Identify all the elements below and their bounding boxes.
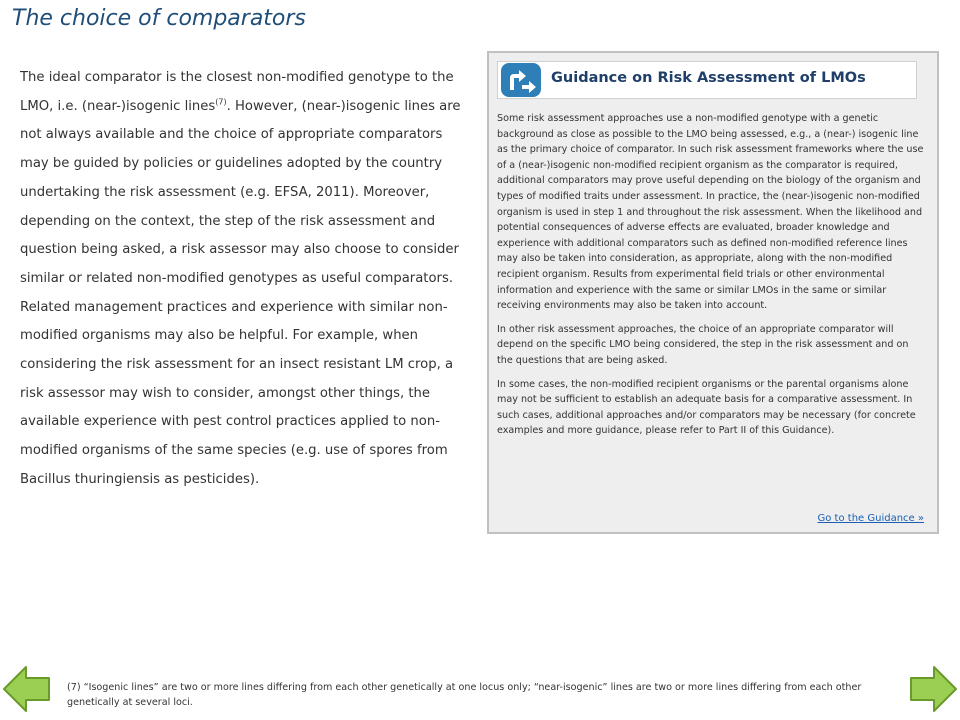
next-page-button[interactable] bbox=[908, 664, 958, 714]
page-title: The choice of comparators bbox=[12, 6, 306, 31]
arrow-left-icon bbox=[2, 664, 52, 714]
guidance-paragraph: Some risk assessment approaches use a non-modified genotype with a genetic background as close as possible to the LMO being assessed, e.g., a (near-) isogenic line as the primary choice of comparator. In such risk assessment frameworks where the use of a (near-)isogenic non-modified recipient organism as the comparator is required, additional comparators may prove useful depending on the biology of the organism and types of modified traits under assessment. In practice, the (near-)isogenic non-modified organism is used in step 1 and throughout the risk assessment. When the likelihood and potential consequences of adverse effects are evaluated, broader knowledge and experience with additional comparators such as defined non-modified reference lines may also be taken into consideration, as appropriate, along with the non-modified recipient organism. Results from experimental field trials or other environmental information and experience with the same or similar LMOs in the same or similar receiving environments may also be taken into account. bbox=[497, 113, 924, 312]
guidance-panel bbox=[487, 51, 939, 534]
guidance-body bbox=[497, 111, 927, 447]
signpost-arrows-icon bbox=[501, 63, 541, 97]
main-body-text bbox=[20, 64, 466, 495]
arrow-right-icon bbox=[908, 664, 958, 714]
go-to-guidance-link[interactable]: Go to the Guidance » bbox=[817, 513, 924, 524]
guidance-paragraph: In some cases, the non-modified recipient organisms or the parental organisms alone may not be sufficient to establish an adequate basis for a comparative assessment. In such cases, additional approaches and/or comparators may be necessary (for concrete examples and more guidance, please refer to Part II of this Guidance). bbox=[497, 378, 916, 437]
guidance-header bbox=[497, 61, 917, 99]
guidance-title: Guidance on Risk Assessment of LMOs bbox=[551, 70, 866, 86]
main-text-part-1: The ideal comparator is the closest non-modified genotype to the LMO, i.e. (near-)isogenic lines bbox=[20, 70, 454, 114]
previous-page-button[interactable] bbox=[2, 664, 52, 714]
guidance-paragraph: In other risk assessment approaches, the choice of an appropriate comparator will depend on the specific LMO being considered, the step in the risk assessment and on the questions that are being asked. bbox=[497, 323, 909, 366]
footnote: (7) “Isogenic lines” are two or more lines differing from each other genetically at one locus only; “near-isogenic” lines are two or more lines differing from each other genetically at several loci. bbox=[67, 682, 862, 708]
main-text-part-2: . However, (near-)isogenic lines are not always available and the choice of appropriate comparators may be guided by policies or guidelines adopted by the country undertaking the risk assessment (e.g. EFSA, 2011). Moreover, depending on the context, the step of the risk assessment and question being asked, a risk assessor may also choose to consider similar or related non-modified genotypes as useful comparators. Related management practices and experience with similar non-modified organisms may also be helpful. For example, when considering the risk assessment for an insect resistant LM crop, a risk assessor may wish to consider, amongst other things, the available experience with pest control practices applied to non-modified organisms of the same species (e.g. use of spores from Bacillus thuringiensis as pesticides). bbox=[20, 98, 461, 487]
footnote-reference: (7) bbox=[215, 97, 227, 107]
